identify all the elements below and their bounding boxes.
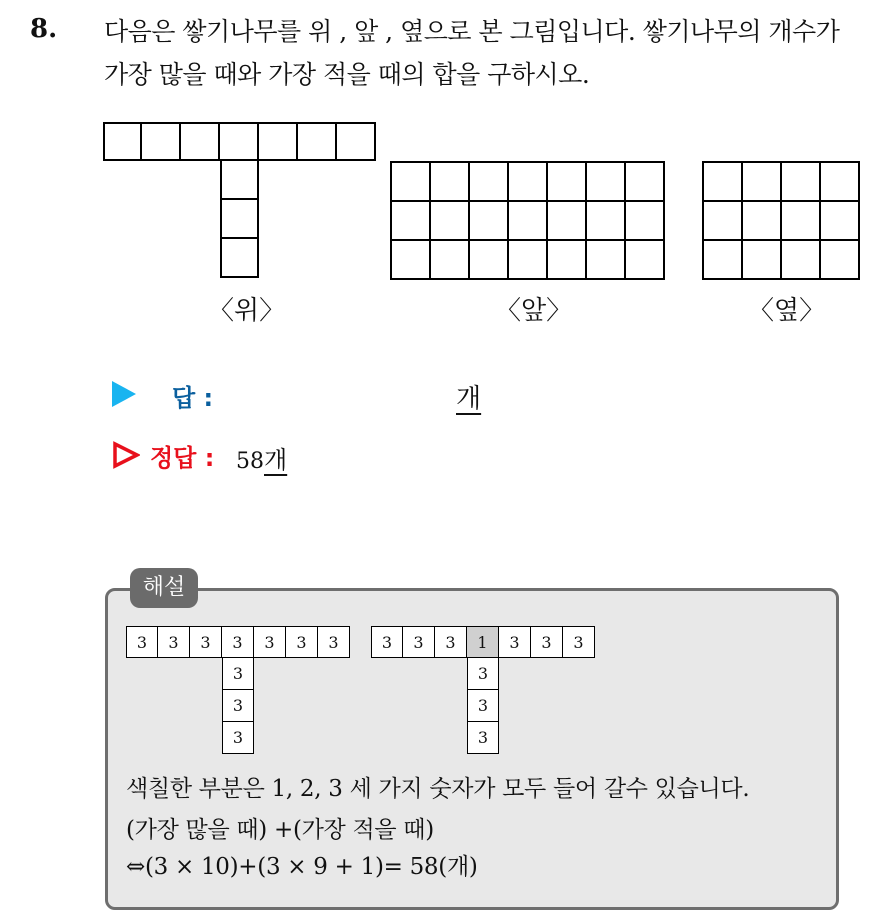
solution-grid-cell bbox=[563, 658, 595, 690]
front-view-cell bbox=[392, 202, 431, 241]
front-view-cell bbox=[509, 241, 548, 280]
side-view-cell bbox=[782, 163, 821, 202]
top-view-cell bbox=[103, 200, 142, 239]
front-view-cell bbox=[431, 241, 470, 280]
side-view-cell bbox=[704, 163, 743, 202]
solution-grid-cell: 3 bbox=[467, 721, 499, 754]
solution-text-line-1: 색칠한 부분은 1, 2, 3 세 가지 숫자가 모두 들어 갈수 있습니다. bbox=[126, 776, 750, 802]
solution-grid-cell bbox=[435, 658, 467, 690]
front-view-cell bbox=[548, 202, 587, 241]
solution-text-line-3: ⇔(3 × 10)+(3 × 9 + 1)= 58(개) bbox=[126, 854, 478, 880]
top-view-cell bbox=[337, 200, 376, 239]
solution-grid-cell: 3 bbox=[222, 689, 254, 722]
front-view-cell bbox=[392, 163, 431, 202]
solution-grid-cell bbox=[371, 722, 403, 754]
solution-grid-cell bbox=[563, 722, 595, 754]
solution-grid-cell bbox=[563, 690, 595, 722]
front-view-cell bbox=[470, 163, 509, 202]
front-view-cell bbox=[470, 202, 509, 241]
front-view-cell bbox=[626, 202, 665, 241]
front-view-cell bbox=[431, 163, 470, 202]
solution-grid-cell bbox=[499, 658, 531, 690]
top-view-cell bbox=[259, 239, 298, 278]
answer-unit: 개 bbox=[456, 384, 482, 414]
front-view-cell bbox=[587, 202, 626, 241]
solution-grid-cell: 3 bbox=[467, 657, 499, 690]
top-view-cell bbox=[335, 122, 376, 161]
top-view-cell bbox=[337, 239, 376, 278]
front-view-cell bbox=[509, 163, 548, 202]
solution-tag: 해설 bbox=[130, 568, 198, 608]
top-view-cell bbox=[140, 122, 181, 161]
side-view-grid bbox=[702, 161, 860, 280]
solution-grid-cell: 3 bbox=[157, 626, 190, 658]
solution-grid-cell: 3 bbox=[221, 626, 254, 658]
answer-label: 답 : bbox=[172, 384, 214, 412]
outline-triangle-icon bbox=[112, 441, 140, 469]
question-number: 8. bbox=[30, 14, 58, 44]
solution-grid-cell: 3 bbox=[530, 626, 563, 658]
solution-grid-cell bbox=[403, 722, 435, 754]
top-view-grid bbox=[103, 122, 376, 278]
top-view-cell bbox=[257, 122, 298, 161]
top-view-cell bbox=[337, 161, 376, 200]
side-view-cell bbox=[704, 241, 743, 280]
solution-grid-cell: 3 bbox=[285, 626, 318, 658]
top-view-cell bbox=[220, 237, 259, 278]
solution-grid-cell bbox=[371, 658, 403, 690]
front-view-cell bbox=[392, 241, 431, 280]
front-view-cell bbox=[509, 202, 548, 241]
solution-grid-cell bbox=[435, 690, 467, 722]
solution-grid-cell: 3 bbox=[189, 626, 222, 658]
top-view-cell bbox=[218, 122, 259, 161]
top-view-cell bbox=[298, 200, 337, 239]
correct-answer-number: 58 bbox=[236, 449, 264, 474]
top-view-cell bbox=[296, 122, 337, 161]
correct-answer-label: 정답 : bbox=[150, 444, 215, 472]
solution-grid-cell: 3 bbox=[498, 626, 531, 658]
front-view-grid bbox=[390, 161, 665, 280]
top-view-cell bbox=[259, 161, 298, 200]
front-view-cell bbox=[548, 163, 587, 202]
side-view-label: 〈옆〉 bbox=[748, 296, 826, 326]
solution-grid-cell bbox=[158, 690, 190, 722]
front-view-cell bbox=[587, 163, 626, 202]
top-view-cell bbox=[142, 200, 181, 239]
top-view-cell bbox=[181, 239, 220, 278]
solution-grid-cell bbox=[371, 690, 403, 722]
solution-grid-cell: 3 bbox=[562, 626, 595, 658]
solution-grid-cell bbox=[190, 722, 222, 754]
solution-grid-cell bbox=[318, 722, 350, 754]
top-view-cell bbox=[181, 200, 220, 239]
solution-grid-cell bbox=[499, 690, 531, 722]
correct-answer-value bbox=[236, 440, 287, 475]
solution-grid-cell bbox=[286, 690, 318, 722]
front-view-cell bbox=[587, 241, 626, 280]
solution-grid-cell bbox=[158, 722, 190, 754]
solution-grid-max bbox=[126, 626, 350, 754]
solution-grid-cell: 1 bbox=[466, 626, 499, 658]
front-view-cell bbox=[470, 241, 509, 280]
top-view-cell bbox=[298, 161, 337, 200]
solution-grid-cell: 3 bbox=[467, 689, 499, 722]
solution-grid-cell bbox=[435, 722, 467, 754]
solution-grid-cell: 3 bbox=[222, 721, 254, 754]
solution-grid-cell bbox=[254, 658, 286, 690]
solution-grid-cell bbox=[531, 658, 563, 690]
front-view-cell bbox=[626, 163, 665, 202]
question-text-line-2: 가장 많을 때와 가장 적을 때의 합을 구하시오. bbox=[104, 60, 590, 89]
solution-grid-cell bbox=[531, 722, 563, 754]
side-view-cell bbox=[743, 241, 782, 280]
solution-grid-cell bbox=[318, 690, 350, 722]
solution-grid-cell bbox=[403, 658, 435, 690]
top-view-cell bbox=[181, 161, 220, 200]
solution-grid-cell bbox=[499, 722, 531, 754]
solution-grid-cell bbox=[126, 722, 158, 754]
solution-grid-cell: 3 bbox=[253, 626, 286, 658]
front-view-cell bbox=[548, 241, 587, 280]
top-view-cell bbox=[103, 161, 142, 200]
solution-grid-cell bbox=[158, 658, 190, 690]
side-view-cell bbox=[821, 241, 860, 280]
solution-grid-cell bbox=[190, 690, 222, 722]
question-text-line-1: 다음은 쌓기나무를 위 , 앞 , 옆으로 본 그림입니다. 쌓기나무의 개수가 bbox=[104, 17, 840, 46]
top-view-cell bbox=[142, 239, 181, 278]
top-view-cell bbox=[142, 161, 181, 200]
top-view-cell bbox=[298, 239, 337, 278]
solution-grid-cell: 3 bbox=[126, 626, 158, 658]
top-view-cell bbox=[103, 239, 142, 278]
solution-grid-cell: 3 bbox=[317, 626, 350, 658]
solution-grid-cell bbox=[126, 690, 158, 722]
side-view-cell bbox=[821, 202, 860, 241]
correct-answer-unit: 개 bbox=[264, 446, 288, 474]
top-view-cell bbox=[103, 122, 142, 161]
answer-triangle-icon bbox=[112, 381, 136, 407]
solution-grid-cell bbox=[126, 658, 158, 690]
solution-grid-cell: 3 bbox=[371, 626, 403, 658]
solution-grid-cell bbox=[286, 658, 318, 690]
top-view-cell bbox=[220, 198, 259, 239]
side-view-cell bbox=[743, 202, 782, 241]
top-view-cell bbox=[179, 122, 220, 161]
solution-grid-cell bbox=[286, 722, 318, 754]
top-view-cell bbox=[259, 200, 298, 239]
solution-grid-cell: 3 bbox=[434, 626, 467, 658]
front-view-label: 〈앞〉 bbox=[495, 296, 573, 326]
solution-text-line-2: (가장 많을 때) +(가장 적을 때) bbox=[126, 817, 434, 843]
side-view-cell bbox=[704, 202, 743, 241]
front-view-cell bbox=[431, 202, 470, 241]
solution-grid-cell bbox=[254, 690, 286, 722]
side-view-cell bbox=[743, 163, 782, 202]
side-view-cell bbox=[782, 241, 821, 280]
solution-grid-cell bbox=[403, 690, 435, 722]
solution-grid-cell bbox=[531, 690, 563, 722]
solution-grid-cell bbox=[190, 658, 222, 690]
top-view-label: 〈위〉 bbox=[208, 296, 286, 326]
solution-grid-min bbox=[371, 626, 595, 754]
solution-grid-cell: 3 bbox=[222, 657, 254, 690]
side-view-cell bbox=[782, 202, 821, 241]
solution-grid-cell: 3 bbox=[402, 626, 435, 658]
top-view-cell bbox=[220, 159, 259, 200]
solution-grid-cell bbox=[254, 722, 286, 754]
side-view-cell bbox=[821, 163, 860, 202]
solution-grid-cell bbox=[318, 658, 350, 690]
front-view-cell bbox=[626, 241, 665, 280]
